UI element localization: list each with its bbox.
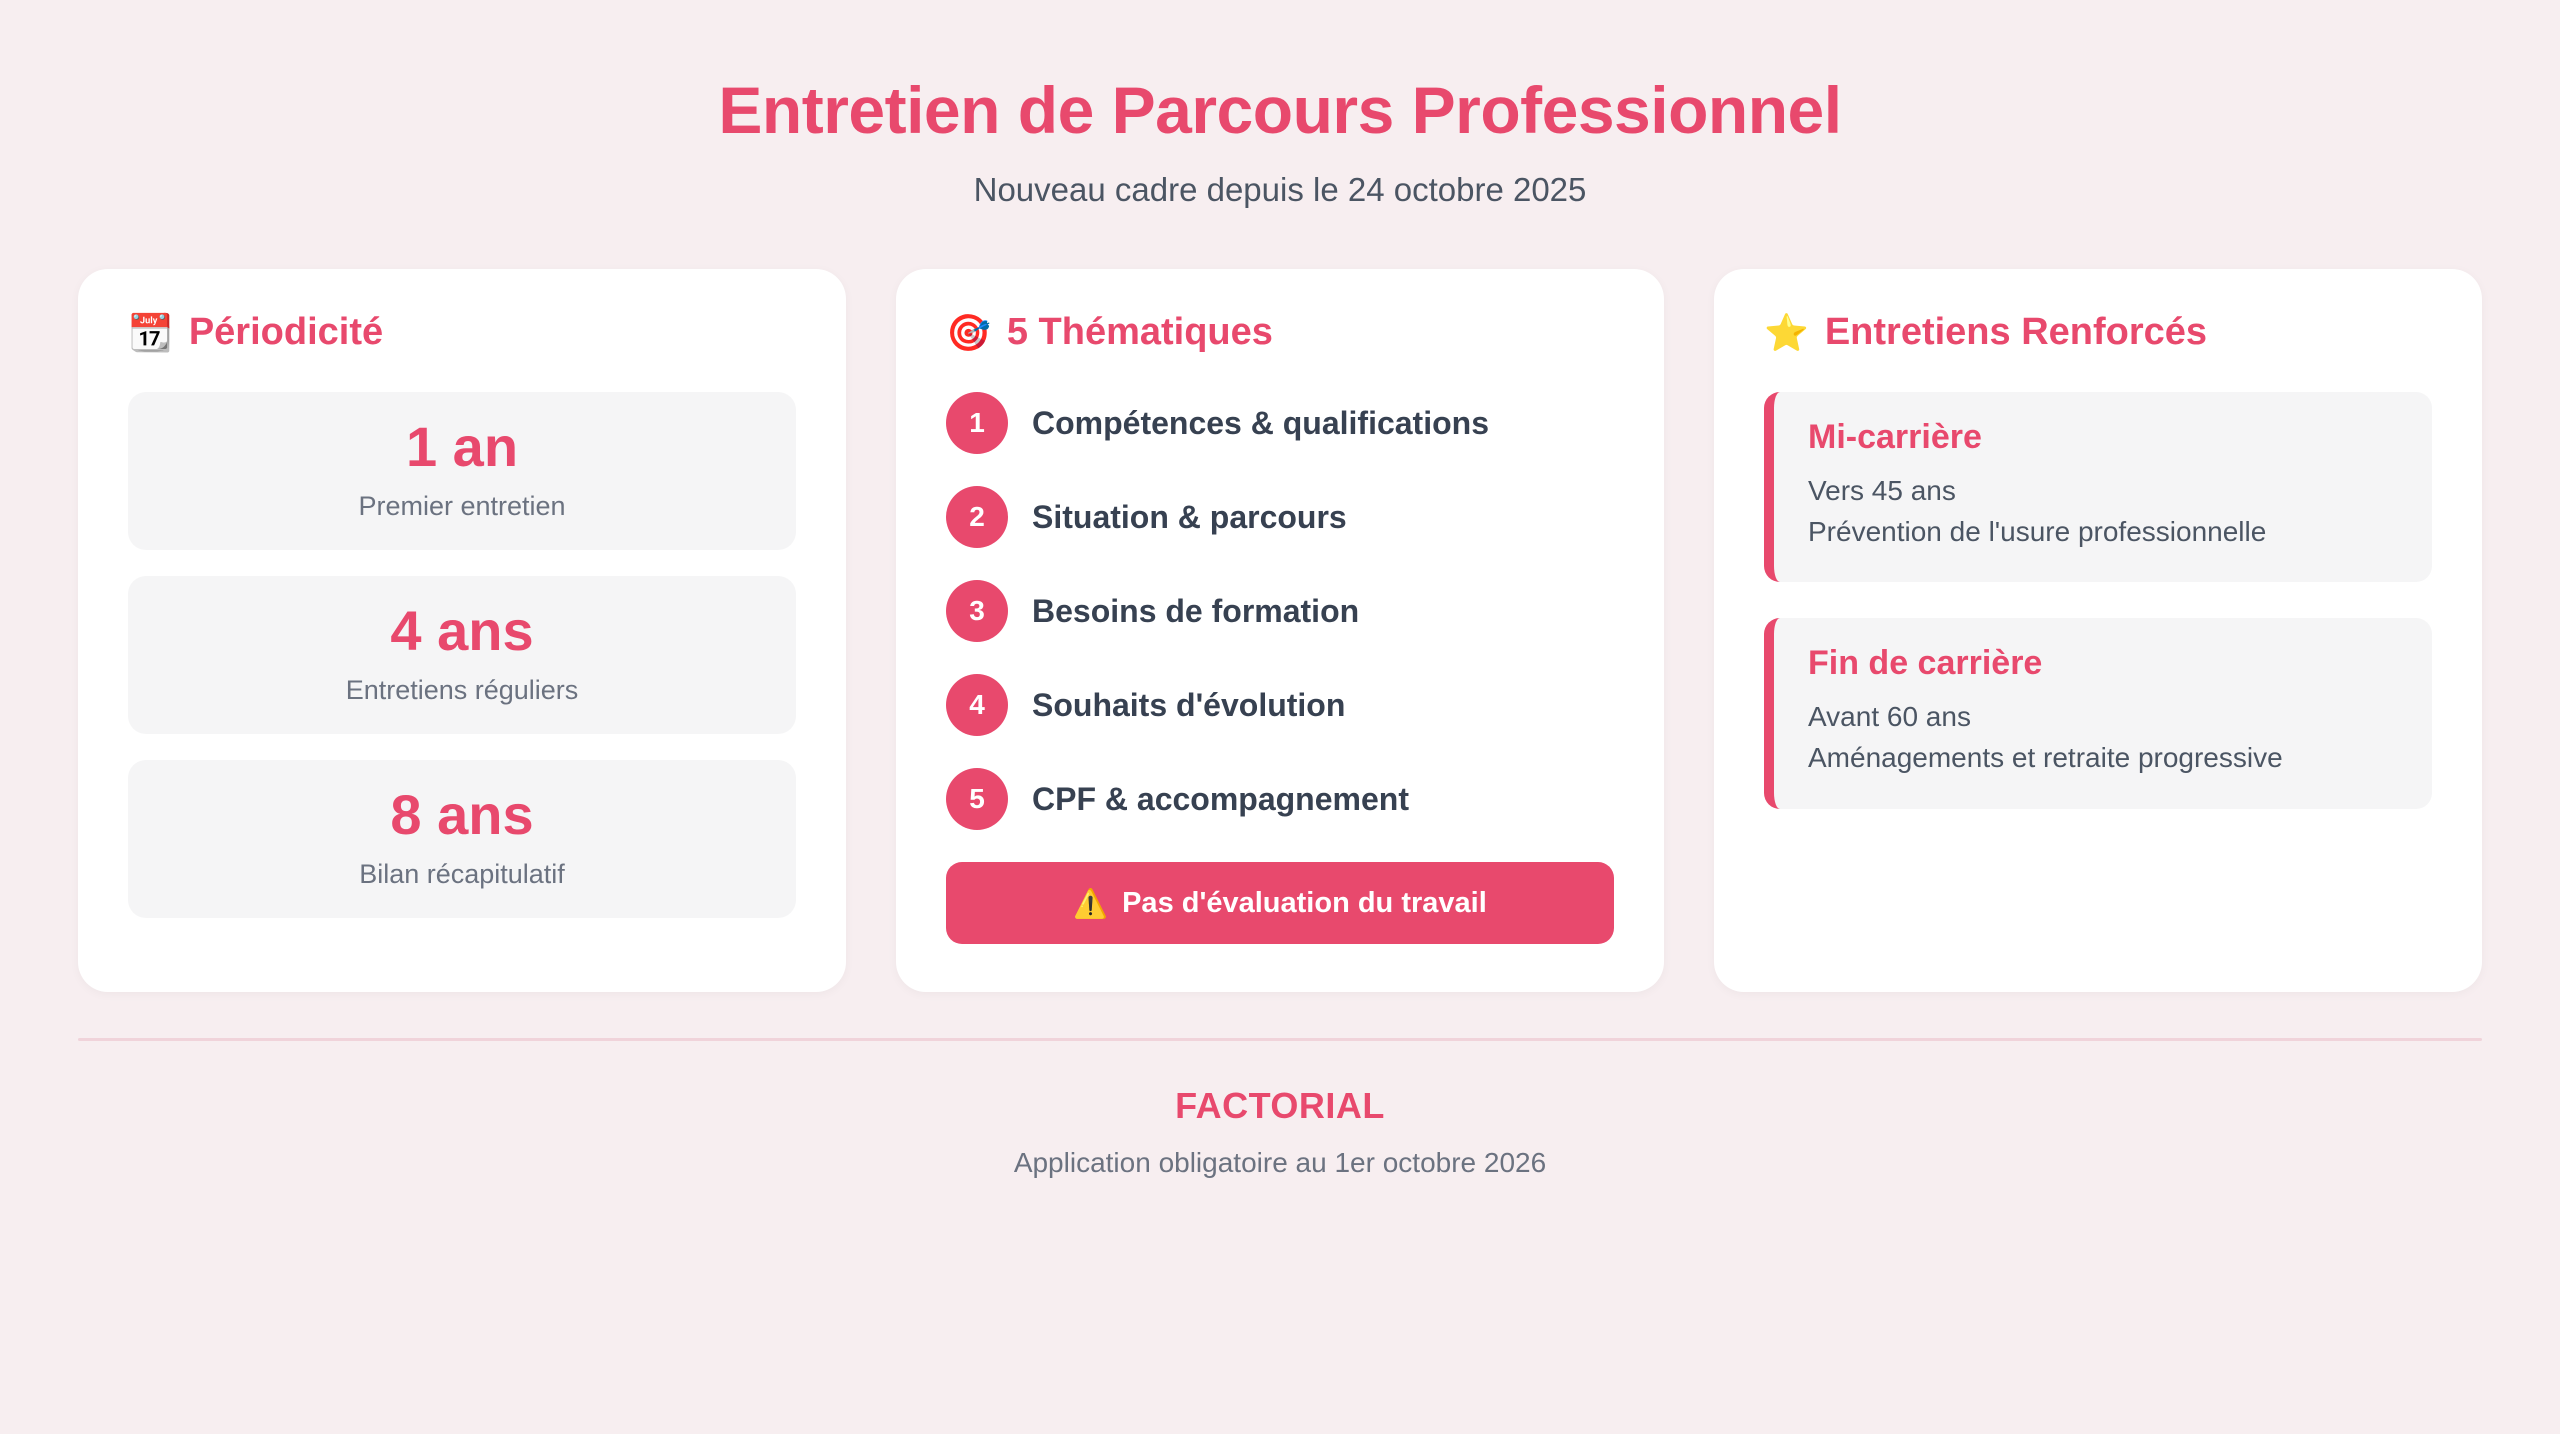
reinforced-item: [1764, 618, 2432, 808]
reinforced-item-line2: Prévention de l'usure professionnelle: [1808, 515, 2267, 547]
calendar-icon: 📆: [128, 311, 173, 353]
brand-name: FACTORIAL: [1175, 1085, 1385, 1127]
card-periodicity-header: [128, 311, 796, 354]
theme-item: [946, 486, 1614, 548]
theme-number-badge: 5: [946, 768, 1008, 830]
periodicity-item: [128, 392, 796, 550]
periodicity-item: [128, 576, 796, 734]
footer-note: Application obligatoire au 1er octobre 2026: [1013, 1147, 1547, 1179]
warning-banner: [946, 862, 1614, 944]
theme-label: Besoins de formation: [1032, 592, 1360, 629]
periodicity-label: Entretiens réguliers: [345, 674, 579, 705]
card-periodicity-title: Périodicité: [188, 311, 384, 354]
theme-number-badge: 3: [946, 580, 1008, 642]
card-themes-title: 5 Thématiques: [1006, 311, 1273, 354]
card-reinforced-title: Entretiens Renforcés: [1824, 311, 2208, 354]
cards-row: [78, 269, 2482, 992]
reinforced-item: [1764, 392, 2432, 582]
theme-item: [946, 580, 1614, 642]
reinforced-item-title: Mi-carrière: [1808, 418, 1982, 457]
theme-label: Situation & parcours: [1032, 498, 1347, 535]
reinforced-item-title: Fin de carrière: [1808, 644, 2043, 683]
theme-label: Compétences & qualifications: [1032, 404, 1489, 441]
theme-label: CPF & accompagnement: [1032, 780, 1409, 817]
card-themes: [896, 269, 1664, 992]
footer: [78, 1085, 2482, 1179]
theme-number-badge: 4: [946, 674, 1008, 736]
periodicity-value: 8 ans: [390, 782, 534, 846]
theme-item: [946, 674, 1614, 736]
reinforced-item-line1: Avant 60 ans: [1808, 701, 1971, 733]
periodicity-value: 1 an: [405, 415, 519, 479]
periodicity-label: Bilan récapitulatif: [359, 858, 565, 889]
header: [78, 73, 2482, 209]
page-subtitle: Nouveau cadre depuis le 24 octobre 2025: [973, 171, 1587, 209]
page-title: Entretien de Parcours Professionnel: [718, 73, 1842, 147]
theme-number-badge: 1: [946, 392, 1008, 454]
card-periodicity: [78, 269, 846, 992]
card-reinforced-header: [1764, 311, 2432, 354]
periodicity-item: [128, 760, 796, 918]
card-themes-header: [946, 311, 1614, 354]
theme-number-badge: 2: [946, 486, 1008, 548]
warning-label: Pas d'évaluation du travail: [1122, 886, 1487, 919]
warning-icon: ⚠️: [1073, 887, 1109, 919]
star-icon: ⭐: [1764, 311, 1809, 353]
periodicity-label: Premier entretien: [358, 491, 566, 522]
target-icon: 🎯: [946, 311, 991, 353]
card-reinforced: [1714, 269, 2482, 992]
theme-item: [946, 392, 1614, 454]
theme-item: [946, 768, 1614, 830]
theme-label: Souhaits d'évolution: [1032, 686, 1346, 723]
footer-divider: [78, 1038, 2482, 1041]
reinforced-item-line2: Aménagements et retraite progressive: [1808, 742, 2283, 774]
periodicity-value: 4 ans: [390, 599, 534, 663]
reinforced-item-line1: Vers 45 ans: [1808, 475, 1956, 507]
